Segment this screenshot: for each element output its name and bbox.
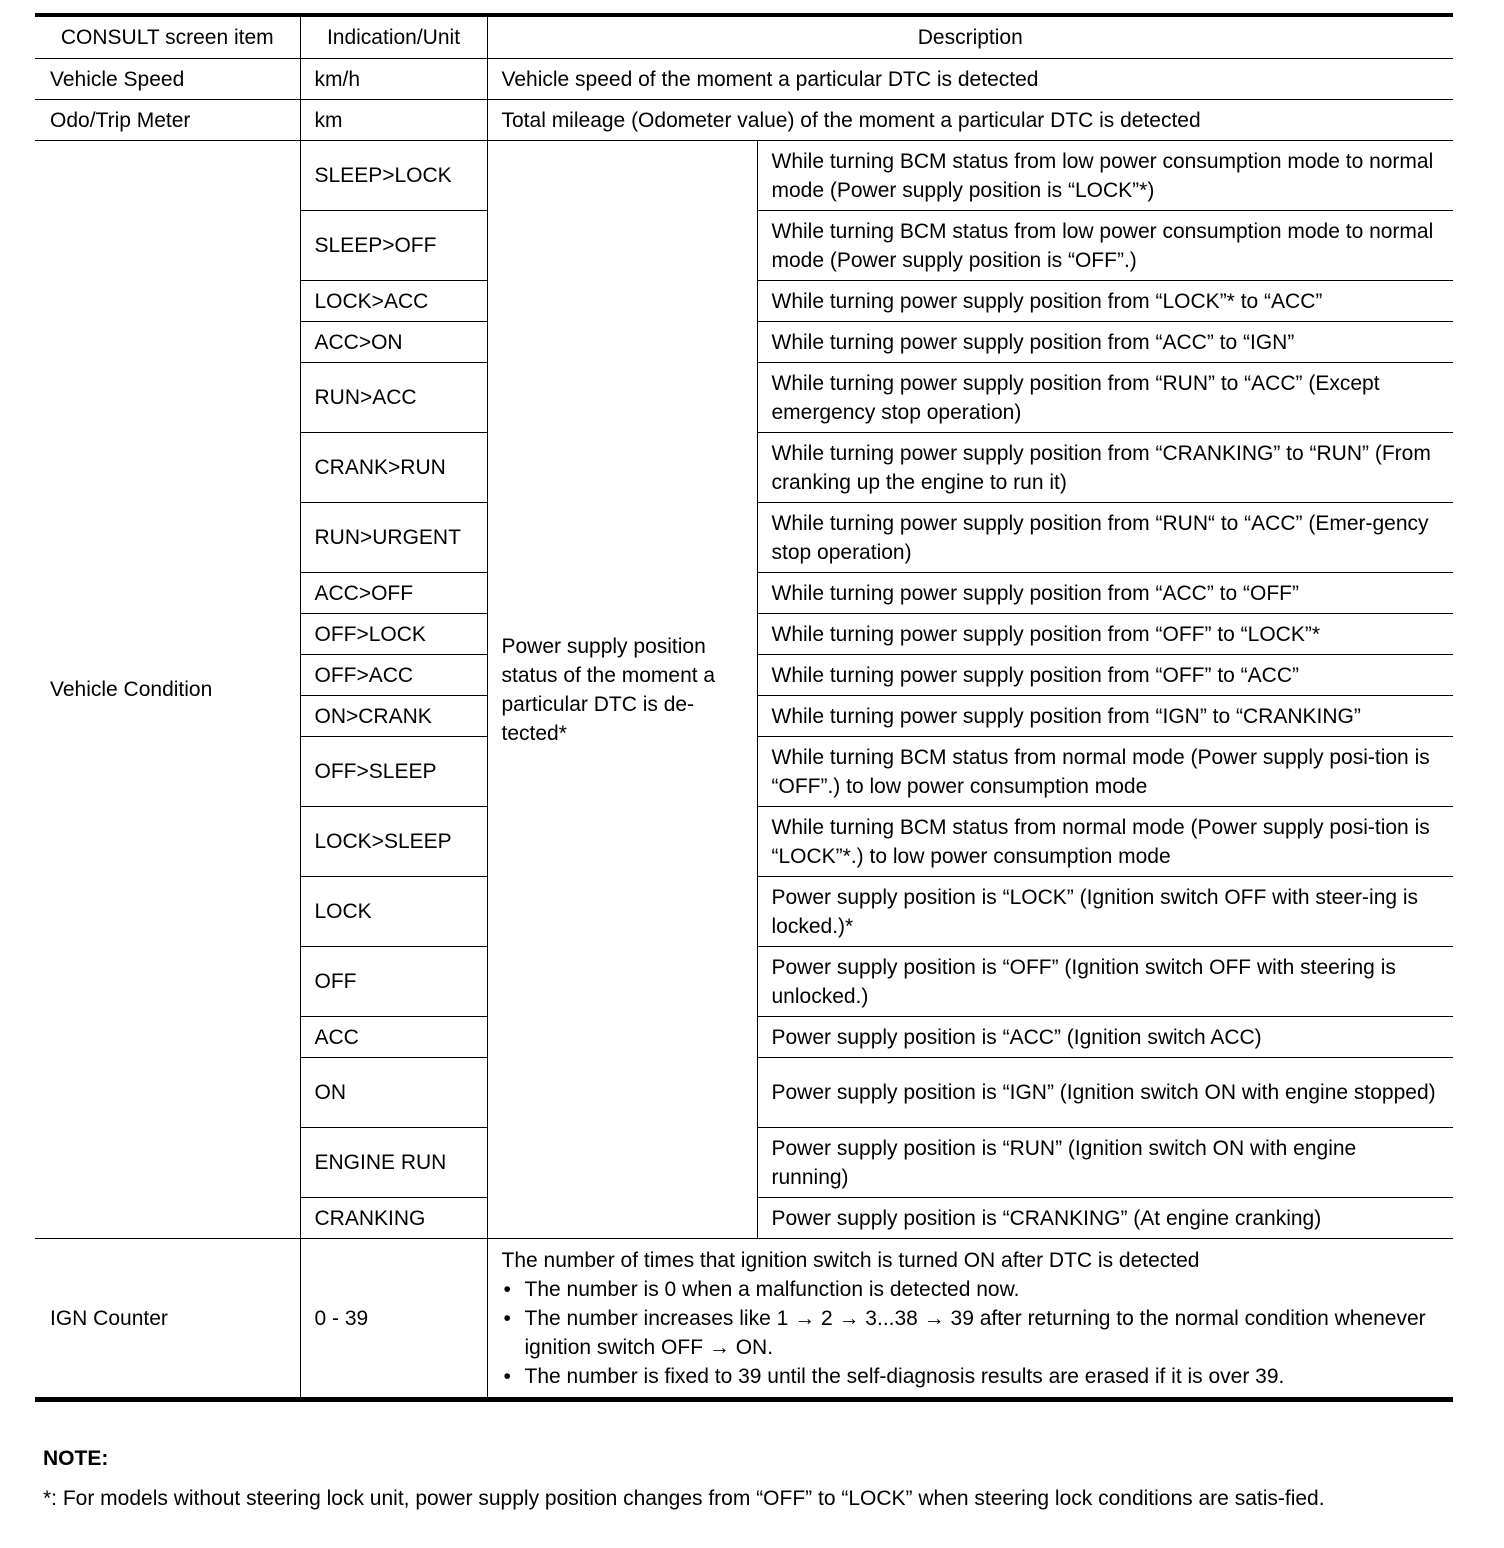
- vehicle-condition-summary: Power supply position status of the moment a particular DTC is de-tected*: [487, 141, 757, 1239]
- indication-unit: OFF>LOCK: [300, 614, 487, 655]
- indication-unit: ACC: [300, 1017, 487, 1058]
- description: Power supply position is “IGN” (Ignition switch ON with engine stopped): [757, 1058, 1453, 1128]
- indication-unit: RUN>ACC: [300, 363, 487, 433]
- indication-unit: LOCK: [300, 877, 487, 947]
- ign-counter-intro: The number of times that ignition switch is turned ON after DTC is detected: [501, 1248, 1200, 1272]
- indication-unit: LOCK>ACC: [300, 281, 487, 322]
- indication-unit: SLEEP>LOCK: [300, 141, 487, 211]
- indication-unit: RUN>URGENT: [300, 503, 487, 573]
- indication-unit: ON>CRANK: [300, 696, 487, 737]
- table-header-row: [35, 15, 1453, 59]
- indication-unit: OFF>ACC: [300, 655, 487, 696]
- description: Power supply position is “LOCK” (Ignition switch OFF with steer-ing is locked.)*: [757, 877, 1453, 947]
- header-consult-item: CONSULT screen item: [35, 15, 300, 59]
- indication-unit: ACC>OFF: [300, 573, 487, 614]
- indication-unit: LOCK>SLEEP: [300, 807, 487, 877]
- description: While turning power supply position from “RUN” to “ACC” (Except emergency stop operation): [757, 363, 1453, 433]
- description: While turning power supply position from “RUN“ to “ACC” (Emer-gency stop operation): [757, 503, 1453, 573]
- description: While turning power supply position from “LOCK”* to “ACC”: [757, 281, 1453, 322]
- description: While turning power supply position from “OFF” to “LOCK”*: [757, 614, 1453, 655]
- screen-item: Vehicle Speed: [35, 59, 300, 100]
- indication-unit: ENGINE RUN: [300, 1128, 487, 1198]
- description: While turning BCM status from low power consumption mode to normal mode (Power supply position is “OFF”.): [757, 211, 1453, 281]
- description: [487, 1239, 1453, 1400]
- bullet-item: • The number is 0 when a malfunction is detected now.: [502, 1275, 1440, 1304]
- note-text: *: For models without steering lock unit, power supply position changes from “OFF” to “LOCK” when steering lock conditions are satis-fied.: [43, 1487, 1325, 1510]
- description: Power supply position is “RUN” (Ignition switch ON with engine running): [757, 1128, 1453, 1198]
- description: Power supply position is “ACC” (Ignition switch ACC): [757, 1017, 1453, 1058]
- indication-unit: OFF>SLEEP: [300, 737, 487, 807]
- table-row: [35, 141, 1453, 211]
- indication-unit: SLEEP>OFF: [300, 211, 487, 281]
- screen-item: Vehicle Condition: [35, 141, 300, 1239]
- indication-unit: ACC>ON: [300, 322, 487, 363]
- description: Power supply position is “CRANKING” (At engine cranking): [757, 1198, 1453, 1239]
- description: While turning BCM status from normal mode (Power supply posi-tion is “LOCK”*.) to low power consumption mode: [757, 807, 1453, 877]
- indication-unit: OFF: [300, 947, 487, 1017]
- table-row: [35, 59, 1453, 100]
- indication-unit: ON: [300, 1058, 487, 1128]
- description: Vehicle speed of the moment a particular DTC is detected: [487, 59, 1453, 100]
- description: While turning power supply position from “CRANKING” to “RUN” (From cranking up the engine to run it): [757, 433, 1453, 503]
- indication-unit: 0 - 39: [300, 1239, 487, 1400]
- description: While turning power supply position from “ACC” to “OFF”: [757, 573, 1453, 614]
- screen-item: Odo/Trip Meter: [35, 100, 300, 141]
- indication-unit: km: [300, 100, 487, 141]
- consult-data-table: [35, 13, 1453, 1402]
- screen-item: IGN Counter: [35, 1239, 300, 1400]
- description: While turning BCM status from low power consumption mode to normal mode (Power supply position is “LOCK”*): [757, 141, 1453, 211]
- note-title: NOTE:: [43, 1447, 109, 1470]
- description: Total mileage (Odometer value) of the moment a particular DTC is detected: [487, 100, 1453, 141]
- bullet-item: • The number is fixed to 39 until the self-diagnosis results are erased if it is over 39.: [502, 1362, 1440, 1391]
- indication-unit: CRANKING: [300, 1198, 487, 1239]
- ign-counter-bullets: [502, 1275, 1440, 1391]
- description: While turning power supply position from “IGN” to “CRANKING”: [757, 696, 1453, 737]
- table-row: [35, 100, 1453, 141]
- bullet-item: • The number increases like 1 → 2 → 3...38 → 39 after returning to the normal condition whenever ignition switch OFF → ON.: [502, 1304, 1440, 1362]
- indication-unit: km/h: [300, 59, 487, 100]
- table-row: [35, 1239, 1453, 1400]
- description: While turning power supply position from “OFF” to “ACC”: [757, 655, 1453, 696]
- header-description: Description: [487, 15, 1453, 59]
- description: Power supply position is “OFF” (Ignition switch OFF with steering is unlocked.): [757, 947, 1453, 1017]
- description: While turning power supply position from “ACC” to “IGN”: [757, 322, 1453, 363]
- header-indication-unit: Indication/Unit: [300, 15, 487, 59]
- description: While turning BCM status from normal mode (Power supply posi-tion is “OFF”.) to low power consumption mode: [757, 737, 1453, 807]
- indication-unit: CRANK>RUN: [300, 433, 487, 503]
